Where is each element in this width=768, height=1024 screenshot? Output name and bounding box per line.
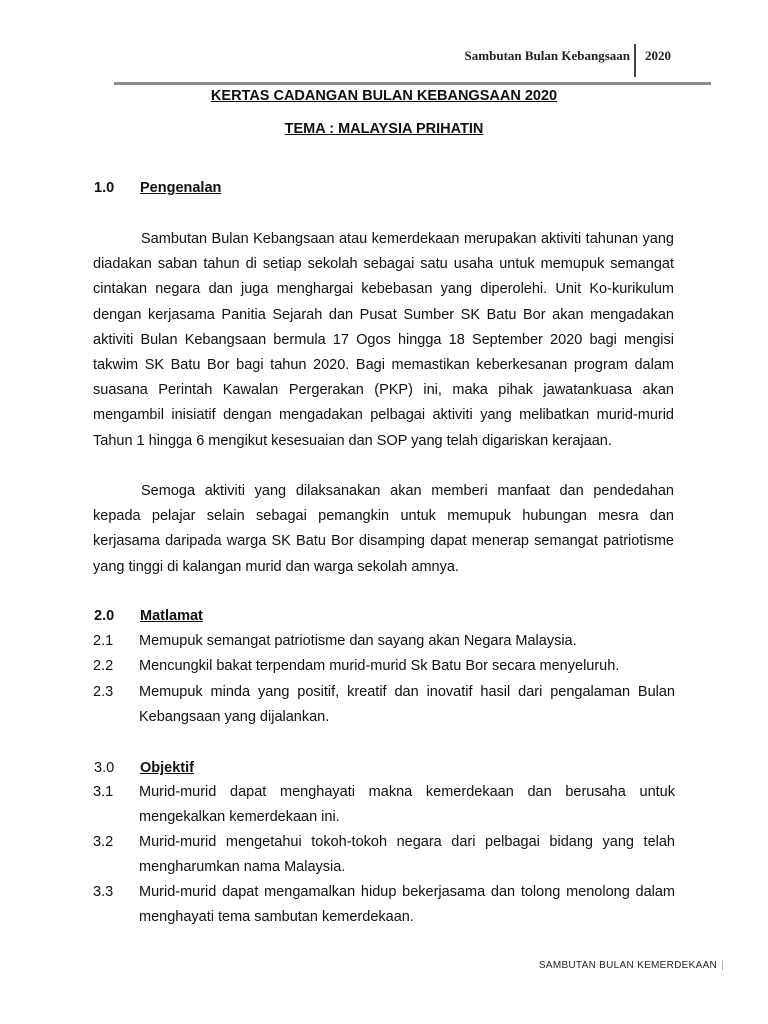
item-number: 3.1 — [93, 784, 114, 800]
document-theme: TEMA : MALAYSIA PRIHATIN — [284, 121, 484, 137]
page-footer — [539, 960, 724, 971]
section-heading-intro — [94, 180, 221, 196]
section-number: 2.0 — [94, 608, 115, 624]
item-text: Memupuk minda yang positif, kreatif dan inovatif hasil dari pengalaman Bulan Kebangsaan yang dijalankan. — [139, 684, 675, 726]
item-text: Murid-murid dapat menghayati makna kemerdekaan dan berusaha untuk mengekalkan kemerdekaan ini. — [139, 784, 675, 826]
item-number: 2.2 — [93, 658, 114, 674]
intro-paragraph-2: Semoga aktiviti yang dilaksanakan akan memberi manfaat dan pendedahan kepada pelajar selain sebagai pemangkin untuk memupuk hubungan mesra dan kerjasama daripada warga SK Batu Bor disamping dapat menerap semangat patriotisme yang tinggi di kalangan murid dan warga sekolah amnya. — [93, 483, 674, 575]
item-number: 2.3 — [93, 684, 114, 700]
goal-item — [93, 654, 675, 679]
footer-text: SAMBUTAN BULAN KEMERDEKAAN — [538, 960, 718, 971]
goal-item — [93, 629, 675, 654]
section-label: Matlamat — [140, 608, 203, 624]
intro-paragraph-1: Sambutan Bulan Kebangsaan atau kemerdekaan merupakan aktiviti tahunan yang diadakan saban tahun di setiap sekolah sebagai satu usaha untuk memupuk semangat cintakan negara dan juga menghargai kebebasan yang diperolehi. Unit Ko-kurikulum dengan kerjasama Panitia Sejarah dan Pusat Sumber SK Batu Bor akan mengadakan aktiviti Bulan Kebangsaan bermula 17 Ogos hingga 18 September 2020 bagi mengisi takwim SK Batu Bor bagi tahun 2020. Bagi memastikan keberkesanan program dalam suasana Perintah Kawalan Pergerakan (PKP) ini, maka pihak jawatankuasa akan mengambil inisiatif dengan mengadakan pelbagai aktiviti yang melibatkan murid-murid Tahun 1 hingga 6 mengikut kesesuaian dan SOP yang telah digariskan kerajaan. — [93, 231, 674, 449]
section-label: Pengenalan — [140, 180, 222, 196]
section-heading-goals — [94, 608, 203, 624]
section-number: 1.0 — [94, 180, 115, 196]
section-label: Objektif — [140, 760, 194, 776]
document-title: KERTAS CADANGAN BULAN KEBANGSAAN 2020 — [210, 88, 558, 104]
objective-item — [93, 780, 675, 830]
item-text: Mencungkil bakat terpendam murid-murid Sk Batu Bor secara menyeluruh. — [139, 658, 620, 674]
item-text: Murid-murid mengetahui tokoh-tokoh negara dari pelbagai bidang yang telah mengharumkan nama Malaysia. — [139, 834, 675, 876]
item-text: Murid-murid dapat mengamalkan hidup bekerjasama dan tolong menolong dalam menghayati tema sambutan kemerdekaan. — [139, 884, 675, 926]
section-heading-objectives — [94, 760, 194, 776]
section-number: 3.0 — [94, 760, 115, 776]
header-rule — [114, 82, 711, 85]
goal-item — [93, 680, 675, 730]
running-header-title: Sambutan Bulan Kebangsaan — [464, 48, 630, 63]
footer-separator: | — [721, 960, 724, 971]
item-number: 3.3 — [93, 884, 114, 900]
item-text: Memupuk semangat patriotisme dan sayang akan Negara Malaysia. — [139, 633, 577, 649]
item-number: 2.1 — [93, 633, 114, 649]
objective-item — [93, 880, 675, 930]
objective-item — [93, 830, 675, 880]
item-number: 3.2 — [93, 834, 114, 850]
header-divider — [634, 44, 636, 77]
running-header-year: 2020 — [645, 48, 671, 63]
